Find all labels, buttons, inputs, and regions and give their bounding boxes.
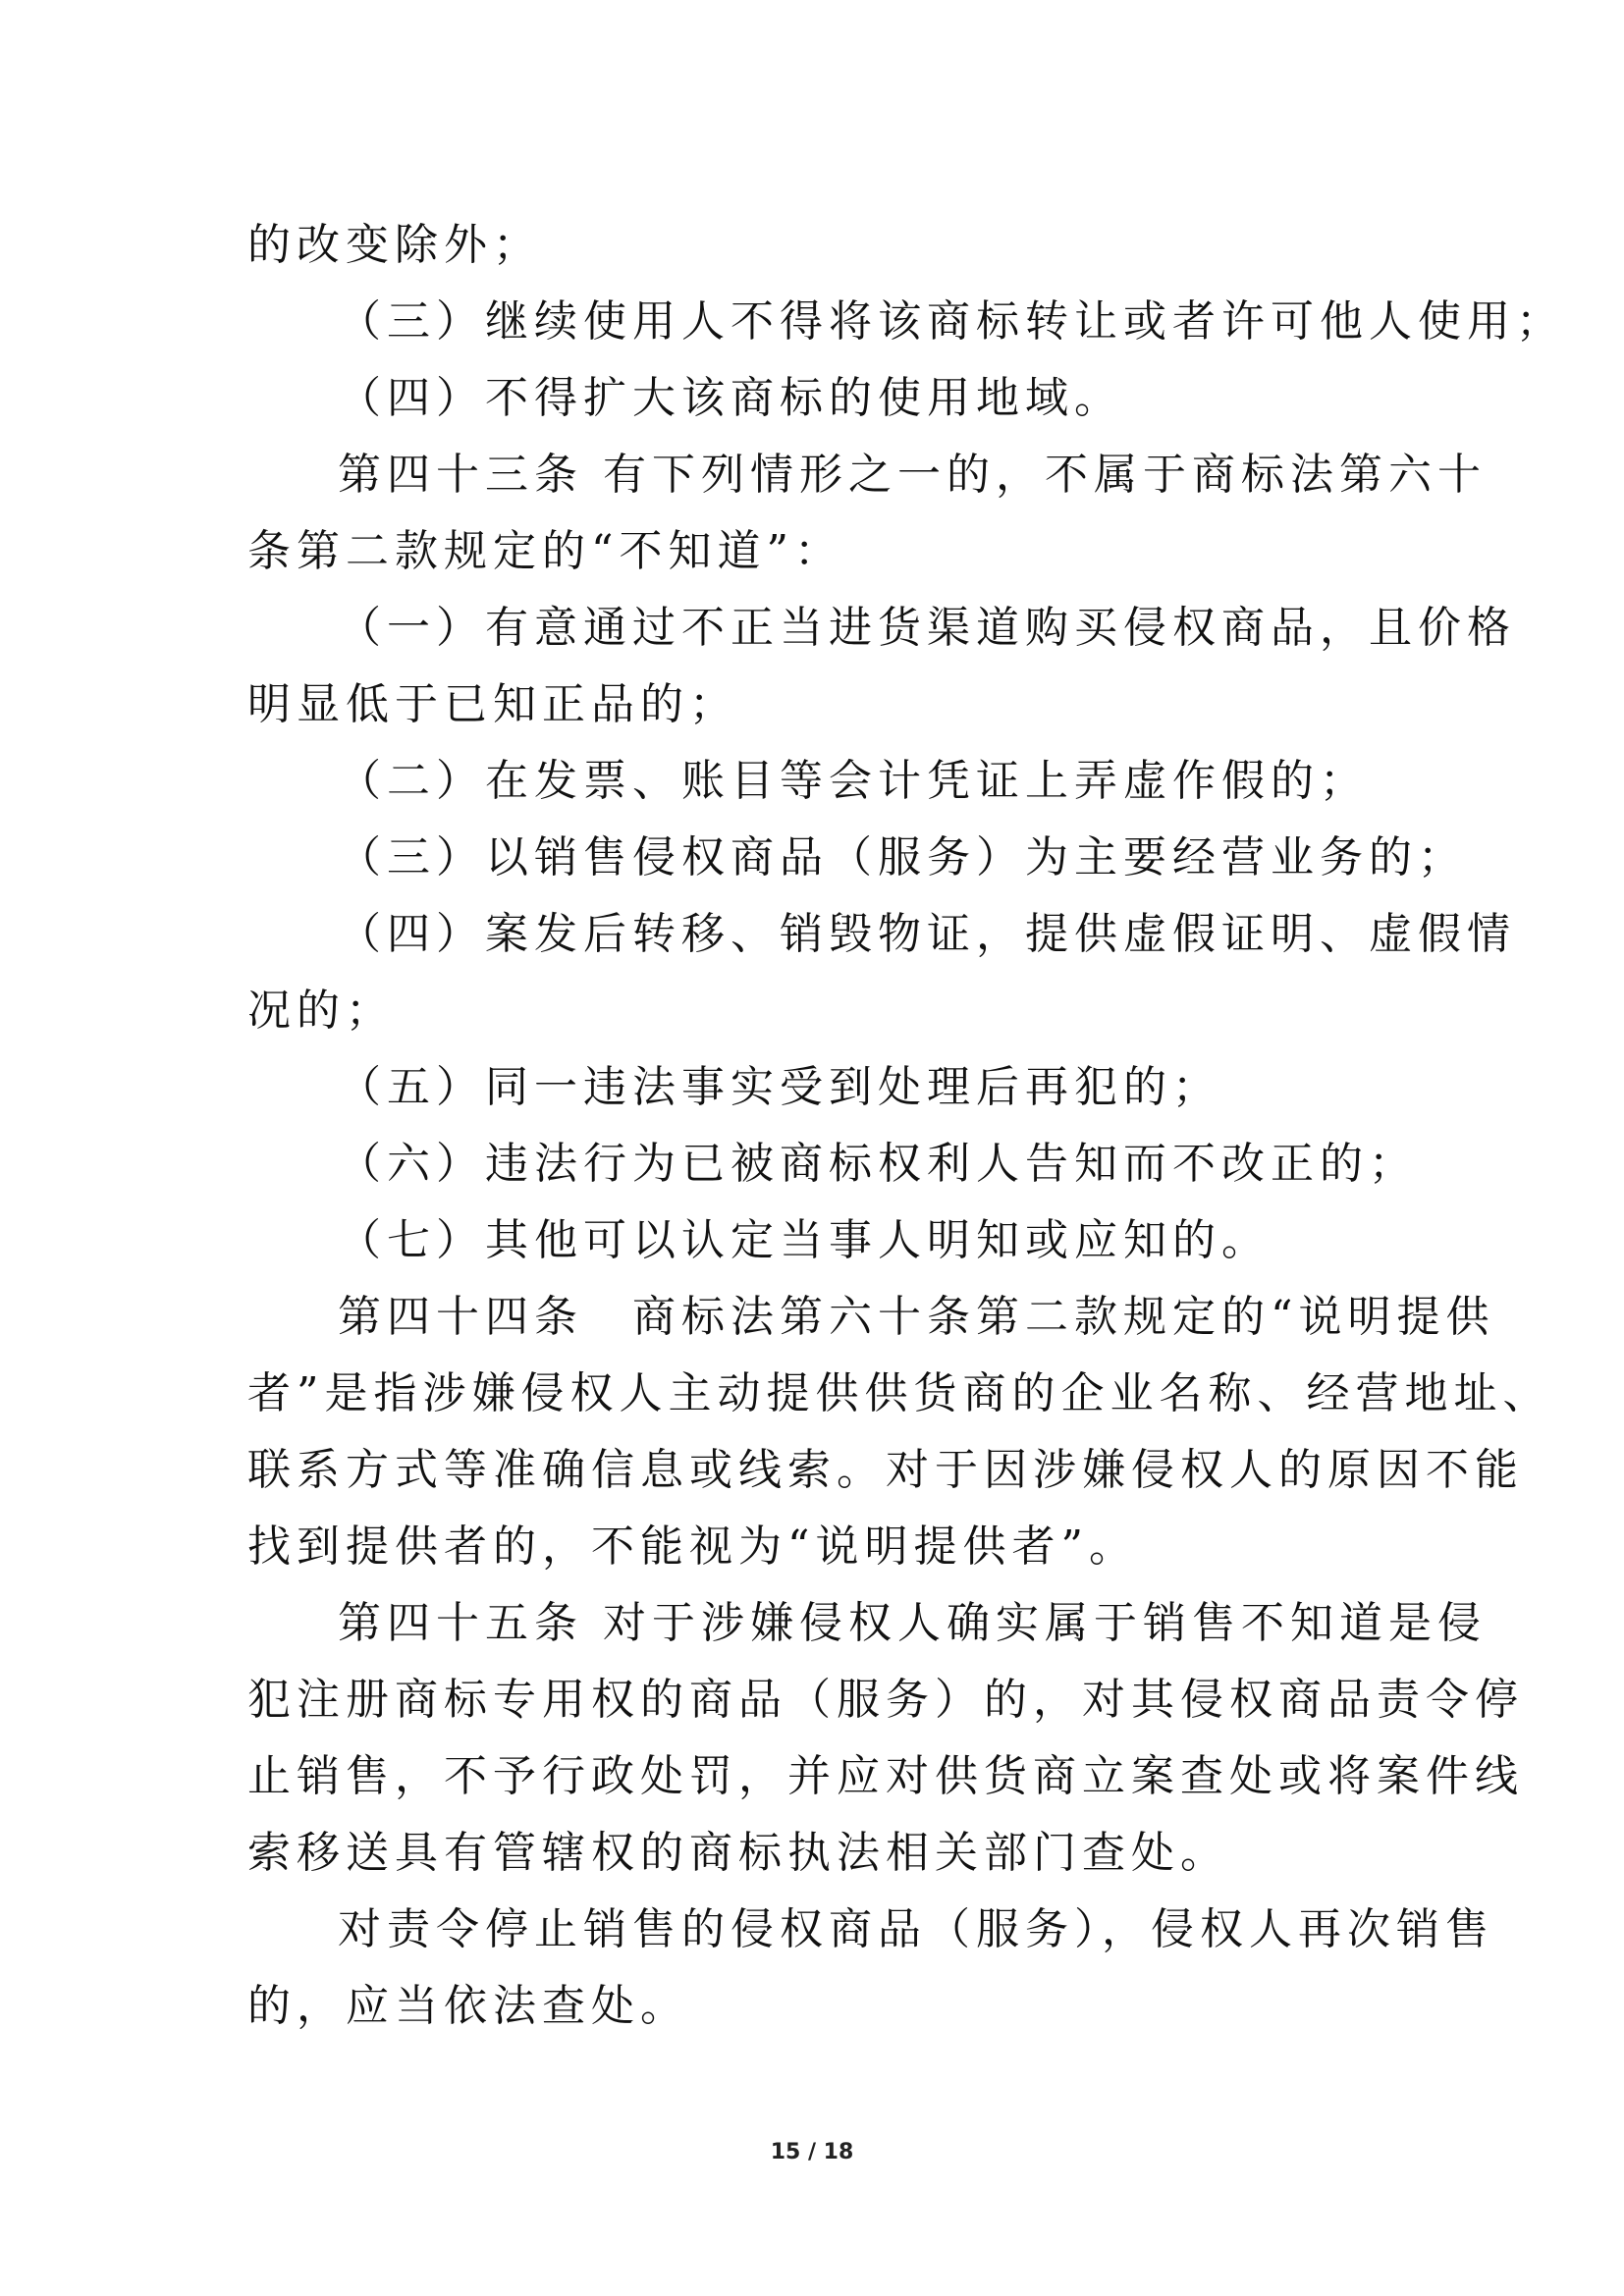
text-line: （一）有意通过不正当进货渠道购买侵权商品，且价格 (338, 603, 1516, 653)
text-line: （三）继续使用人不得将该商标转让或者许可他人使用； (338, 296, 1565, 347)
text-line: （五）同一违法事实受到处理后再犯的； (338, 1062, 1221, 1112)
text-line: 者”是指涉嫌侵权人主动提供供货商的企业名称、经营地址、 (247, 1368, 1552, 1418)
text-line: （二）在发票、账目等会计凭证上弄虚作假的； (338, 756, 1369, 806)
text-line: 联系方式等准确信息或线索。对于因涉嫌侵权人的原因不能 (247, 1445, 1524, 1495)
text-line: 的改变除外； (247, 220, 542, 270)
text-line: 条第二款规定的“不知道”： (247, 526, 843, 576)
text-line: 对责令停止销售的侵权商品（服务），侵权人再次销售 (338, 1904, 1494, 1954)
text-line: 的，应当依法查处。 (247, 1981, 689, 2031)
text-line: 索移送具有管辖权的商标执法相关部门查处。 (247, 1828, 1229, 1878)
article-44-heading: 第四十四条 商标法第六十条第二款规定的“说明提供 (338, 1292, 1495, 1342)
text-line: （七）其他可以认定当事人明知或应知的。 (338, 1215, 1271, 1265)
article-43-heading: 第四十三条 有下列情形之一的，不属于商标法第六十 (338, 450, 1487, 500)
text-line: 况的； (247, 986, 395, 1036)
text-line: （四）不得扩大该商标的使用地域。 (338, 373, 1123, 423)
text-line: （六）违法行为已被商标权利人告知而不改正的； (338, 1139, 1418, 1189)
text-line: 明显低于已知正品的； (247, 679, 738, 729)
text-line: （三）以销售侵权商品（服务）为主要经营业务的； (338, 832, 1467, 882)
text-line: 找到提供者的，不能视为“说明提供者”。 (247, 1522, 1138, 1572)
text-line: 犯注册商标专用权的商品（服务）的，对其侵权商品责令停 (247, 1675, 1524, 1725)
page-number: 15 / 18 (770, 2140, 854, 2164)
text-line: （四）案发后转移、销毁物证，提供虚假证明、虚假情 (338, 909, 1516, 959)
text-line: 止销售，不予行政处罚，并应对供货商立案查处或将案件线 (247, 1751, 1524, 1801)
article-45-heading: 第四十五条 对于涉嫌侵权人确实属于销售不知道是侵 (338, 1598, 1487, 1648)
